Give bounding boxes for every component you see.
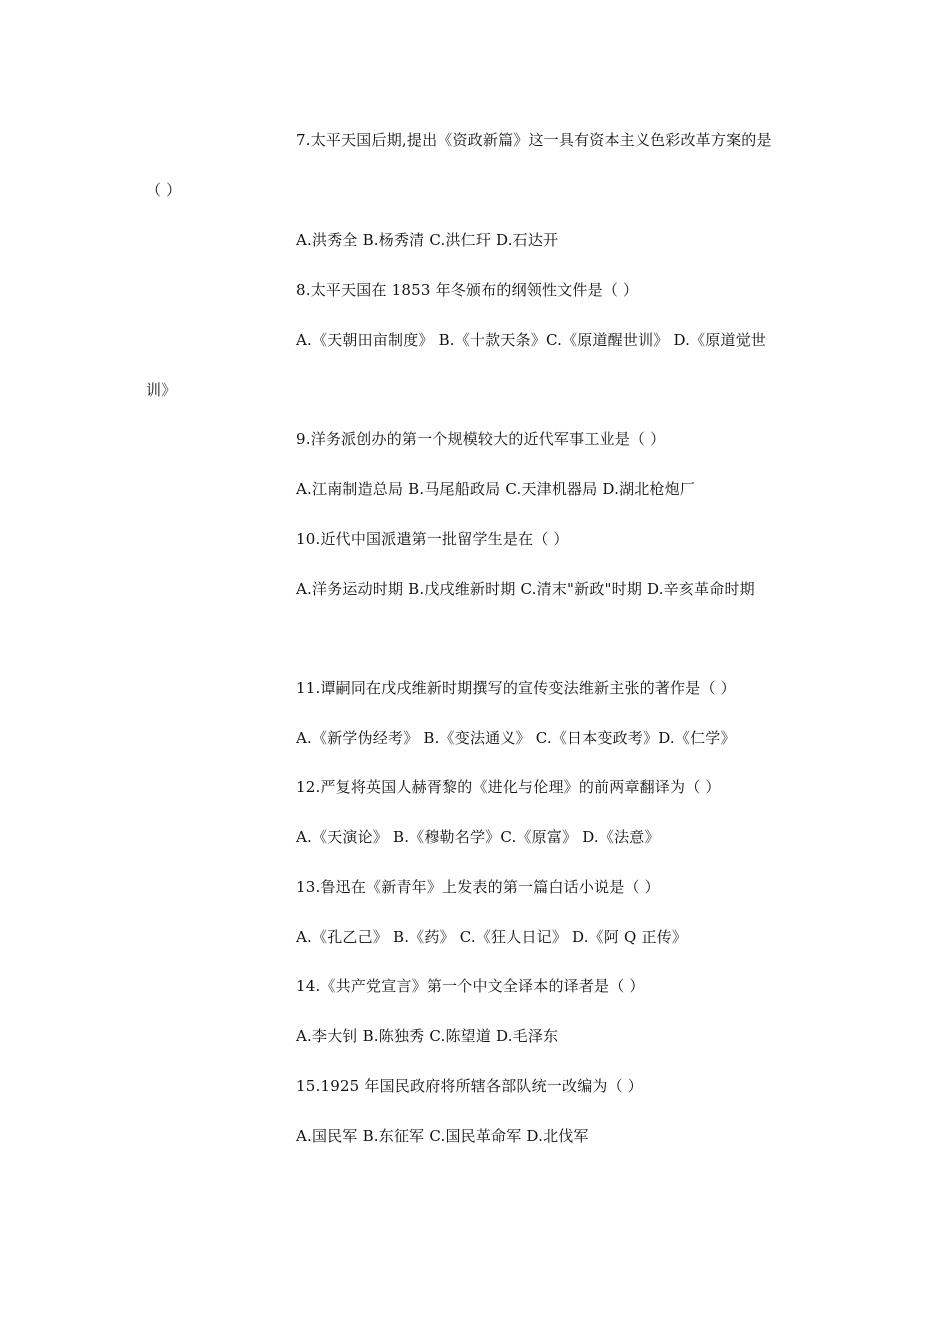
question-11-stem: 11.谭嗣同在戊戌维新时期撰写的宣传变法维新主张的著作是（ ） [296,679,736,697]
question-8-options-continued: 训》 [146,381,177,399]
question-14-stem: 14.《共产党宣言》第一个中文全译本的译者是（ ） [296,977,645,995]
question-7-stem-continued: （ ） [146,181,182,199]
question-10-options: A.洋务运动时期 B.戊戌维新时期 C.清末"新政"时期 D.辛亥革命时期 [296,580,755,598]
question-7-options: A.洪秀全 B.杨秀清 C.洪仁玕 D.石达开 [296,231,559,249]
question-13-stem: 13.鲁迅在《新青年》上发表的第一篇白话小说是（ ） [296,878,660,896]
question-10-stem: 10.近代中国派遣第一批留学生是在（ ） [296,530,569,548]
question-12-options: A.《天演论》 B.《穆勒名学》C.《原富》 D.《法意》 [296,828,660,846]
question-13-options: A.《孔乙己》 B.《药》 C.《狂人日记》 D.《阿 Q 正传》 [296,928,688,946]
question-15-options: A.国民军 B.东征军 C.国民革命军 D.北伐军 [296,1127,589,1145]
question-11-options: A.《新学伪经考》 B.《变法通义》 C.《日本变政考》D.《仁学》 [296,729,736,747]
question-9-options: A.江南制造总局 B.马尾船政局 C.天津机器局 D.湖北枪炮厂 [296,480,696,498]
question-14-options: A.李大钊 B.陈独秀 C.陈望道 D.毛泽东 [296,1027,559,1045]
question-9-stem: 9.洋务派创办的第一个规模较大的近代军事工业是（ ） [296,430,666,448]
question-12-stem: 12.严复将英国人赫胥黎的《进化与伦理》的前两章翻译为（ ） [296,778,721,796]
question-8-stem: 8.太平天国在 1853 年冬颁布的纲领性文件是（ ） [296,281,639,299]
question-8-options: A.《天朝田亩制度》 B.《十款天条》C.《原道醒世训》 D.《原道觉世 [296,331,767,349]
question-15-stem: 15.1925 年国民政府将所辖各部队统一改编为（ ） [296,1077,643,1095]
question-7-stem: 7.太平天国后期,提出《资政新篇》这一具有资本主义色彩改革方案的是 [296,131,772,149]
